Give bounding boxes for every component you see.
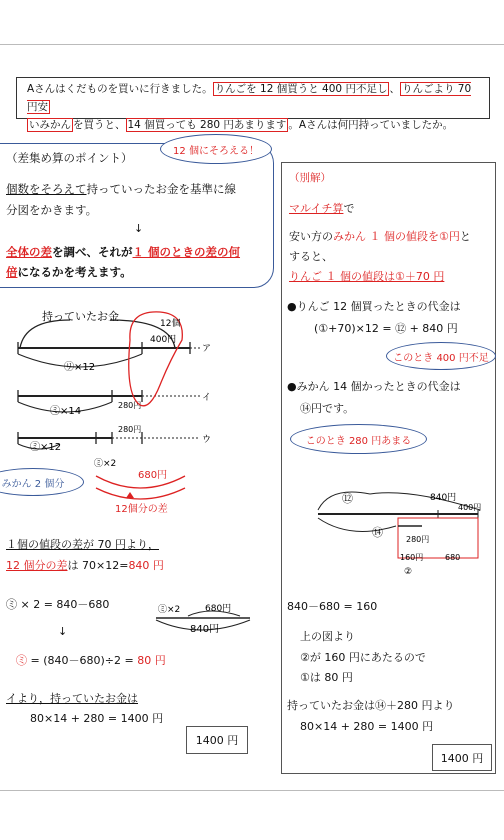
- text: = (840－680)÷2 =: [27, 654, 138, 667]
- row1-label: ㋷×12: [64, 362, 96, 373]
- point-title: （差集め算のポイント）: [6, 151, 133, 165]
- label-n14: ⑭: [372, 526, 383, 539]
- label-u: ウ: [202, 435, 212, 445]
- bubble-note: [160, 134, 272, 164]
- mini-diagram: [150, 598, 260, 640]
- label-a: ア: [202, 344, 212, 354]
- problem-text: 、: [389, 83, 400, 95]
- mini-a: 680円: [205, 604, 232, 614]
- red-text: マルイチ算: [289, 202, 344, 215]
- bubble-text: このとき 280 円あまる: [305, 435, 412, 447]
- problem-highlight-apple: りんごを 12 個買うと 400 円不足し: [214, 83, 388, 95]
- red-text: 12 個分の差: [6, 559, 68, 572]
- label-400r: 400円: [458, 503, 482, 512]
- mini-b: 840円: [190, 624, 220, 635]
- red-text: 840 円: [128, 559, 164, 572]
- equation-1: ㋯ × 2 = 840－680: [6, 598, 110, 611]
- label-12: 12個: [160, 319, 181, 329]
- conclusion-1: イより，持っていたお金は: [6, 692, 138, 705]
- bullet-2b: ⑭円です。: [300, 402, 355, 415]
- note-shortage: [386, 342, 496, 370]
- problem-highlight-cheaper: りんごより 70 円安: [27, 83, 472, 113]
- calc-3: ②が 160 円にあたるので: [300, 651, 426, 664]
- label-280: 280円: [118, 401, 142, 410]
- point-line3: [6, 244, 240, 260]
- calc-1: 840－680 = 160: [287, 600, 378, 613]
- text: になるかを考えます。: [17, 265, 132, 279]
- row3-label: ㋯×12: [30, 442, 62, 453]
- answer-right: [432, 744, 492, 771]
- label-12diff: 12個分の差: [115, 504, 168, 515]
- calc-2: 上の図より: [300, 630, 355, 643]
- text: 安い方の: [289, 230, 333, 243]
- point-line2: 分図をかきます。: [6, 203, 98, 217]
- diff-line2: [6, 557, 164, 573]
- text: と: [459, 230, 471, 243]
- alt-heading: （別解）: [289, 172, 331, 184]
- note-surplus: [290, 424, 427, 454]
- problem-text: 。Aさんは何円持っていましたか。: [288, 119, 454, 131]
- calc-4: ①は 80 円: [300, 671, 353, 684]
- text: は 70×12=: [67, 559, 129, 572]
- text: 持っていったお金を基準に線: [86, 182, 236, 196]
- label-i: イ: [202, 393, 212, 403]
- alt-line3: りんご １ 個の値段は①＋70 円: [289, 270, 445, 283]
- down-arrow-icon: ↓: [134, 222, 144, 235]
- label-m2: ㋯×2: [94, 459, 117, 469]
- bubble-text: みかん 2 個分: [1, 478, 65, 490]
- red-text: ㋯: [16, 654, 27, 667]
- equation-2: [16, 652, 166, 668]
- bottom-rule: [0, 790, 504, 791]
- red-text: 全体の差: [6, 245, 52, 259]
- diff-line1: １個の値段の差が 70 円より，: [6, 538, 159, 551]
- underlined-text: 個数をそろえて: [6, 182, 87, 196]
- calc-6: 80×14 + 280 = 1400 円: [300, 720, 434, 733]
- answer-left: [186, 726, 248, 754]
- down-arrow-icon: ↓: [58, 625, 68, 638]
- mini-m: ㋯×2: [158, 605, 181, 615]
- answer-text: 1400 円: [195, 734, 239, 747]
- alt-line1: [289, 228, 471, 244]
- problem-highlight-surplus: 14 個買っても 280 円あまります: [127, 119, 287, 131]
- label-n2: ②: [404, 567, 413, 577]
- red-text: 80 円: [137, 654, 166, 667]
- label-n12: ⑫: [342, 492, 353, 505]
- answer-text: 1400 円: [440, 751, 484, 765]
- point-line1: [6, 181, 236, 197]
- label-280r: 280円: [406, 535, 430, 544]
- red-text: みかん １ 個の値段を①円: [333, 230, 460, 243]
- red-text: 倍: [6, 265, 18, 279]
- top-rule: [0, 44, 504, 45]
- problem-text: を買うと、: [73, 119, 126, 131]
- segment-diagram-right: [300, 480, 495, 580]
- diagram-title: 持っていたお金: [42, 310, 119, 323]
- label-680r: 680: [445, 553, 461, 562]
- label-160: 160円: [400, 553, 424, 562]
- label-680: 680円: [138, 470, 168, 481]
- label-280b: 280円: [118, 425, 142, 434]
- problem-text: Aさんはくだものを買いに行きました。: [27, 83, 213, 95]
- alt-line2: すると、: [289, 250, 333, 263]
- problem-statement: [16, 77, 490, 131]
- bullet-2: ●みかん 14 個かったときの代金は: [287, 380, 461, 393]
- bullet-1: ●りんご 12 個買ったときの代金は: [287, 300, 461, 313]
- label-840: 840円: [430, 493, 457, 503]
- bullet-1-eq: (①+70)×12 = ⑫ + 840 円: [314, 322, 458, 335]
- problem-highlight-mikan: いみかん: [29, 119, 71, 131]
- bubble-text: このとき 400 円不足: [393, 352, 489, 364]
- text: を調べ、それが: [52, 245, 133, 259]
- conclusion-2: 80×14 + 280 = 1400 円: [30, 712, 164, 725]
- text: で: [343, 202, 355, 215]
- method-line: [289, 200, 354, 216]
- calc-5: 持っていたお金は⑭＋280 円より: [287, 699, 455, 712]
- red-text: １ 個のときの差の何: [132, 245, 241, 259]
- point-line4: [6, 264, 132, 280]
- bubble-text: 12 個にそろえる！: [173, 145, 259, 157]
- label-400: 400円: [150, 335, 177, 345]
- row2-label: ㋯×14: [50, 406, 82, 417]
